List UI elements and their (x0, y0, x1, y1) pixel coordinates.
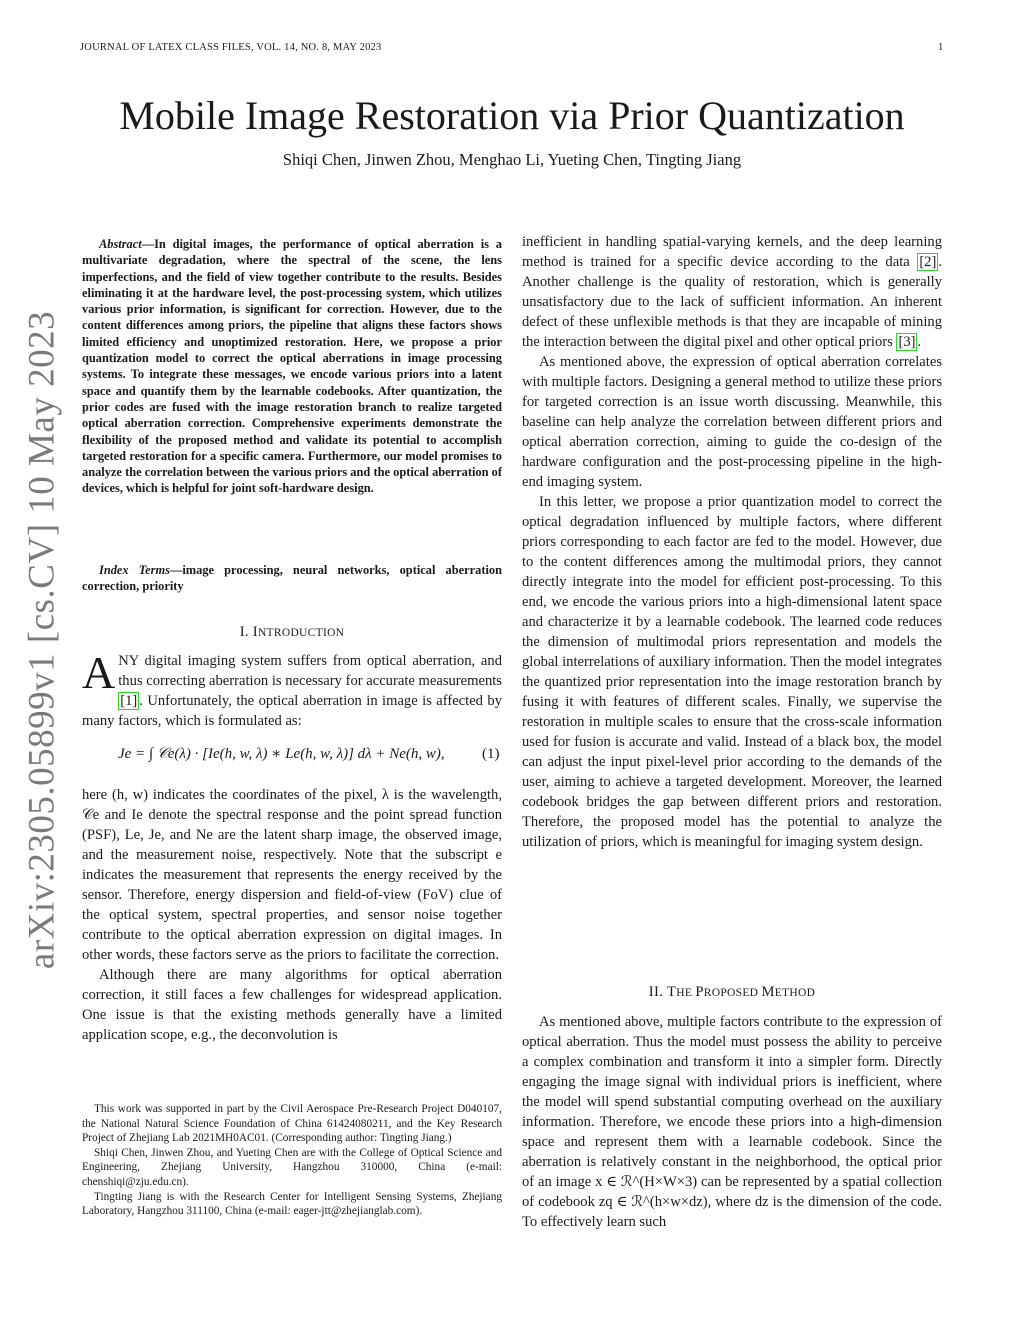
right-paragraph-2: As mentioned above, the expression of optical aberration correlates with multiple factors. Designing a general method to utilize these priors for targeted correction is an issue worth discussing. Meanwhile, this baseline can help analyze the correlation between different priors and optical aberration correction, aiming to guide the co-design of the hardware configuration and the post-processing pipeline in the high-end imaging system. (522, 354, 942, 490)
method-paragraph-text: As mentioned above, multiple factors contribute to the expression of optical aberration. Thus the model must possess the ability to perceive a complex combination and transform it into a simpler form. Directly engaging the image signal with individual priors is inefficient, where the model will spend substantial computing overhead on the auxiliary information. Therefore, we encode these priors into a high-dimension space and represent them with a learnable codebook. Since the aberration is relatively constant in the neighborhood, the optical prior of an image x ∈ ℛ^(H×W×3) can be represented by a spatial collection of codebook zq ∈ ℛ^(h×w×dz), where dz is the dimension of the code. To effectively learn such (522, 1014, 942, 1230)
index-terms-text: —image processing, neural networks, optical aberration correction, priority (82, 563, 502, 594)
section-title-rest: NTRODUCTION (257, 627, 345, 639)
section2-numeral: II. (648, 984, 664, 1000)
section2-roposed: ROPOSED (703, 987, 762, 999)
equation-1: Je = ∫ 𝒞e(λ) · [Ie(h, w, λ) ∗ Le(h, w, λ)] dλ + Ne(h, w), (118, 746, 445, 762)
citation-link-3[interactable]: [3] (898, 334, 916, 350)
footnote-affiliation-2: Tingting Jiang is with the Research Center for Intelligent Sensing Systems, Zhejiang Laboratory, Hangzhou 311100, China (e-mail: eager-jtt@zhejianglab.com). (82, 1190, 502, 1218)
section-heading-introduction (82, 624, 502, 641)
section2-m: M (761, 984, 775, 1000)
intro-text-a: NY digital imaging system suffers from optical aberration, and thus correcting aberration is necessary for accurate measurements (118, 653, 502, 689)
drop-cap: A (82, 647, 116, 698)
intro-paragraph-2-text: here (h, w) indicates the coordinates of the pixel, λ is the wavelength, 𝒞e and Ie denote the spectral response and the point spread function (PSF), Le, Je, and Ne are the latent sharp image, the observed image, and the measurement noise, respectively. Note that the subscript e indicates the measurement that represents the energy received by the sensor. Therefore, energy dispersion and field-of-view (FoV) clue of the optical system, spectral properties, and sensor noise together contribute to the optical aberration expression on digital images. In other words, these factors serve as the priors to facilitate the correction. (82, 787, 502, 963)
arxiv-stamp-text: arXiv:2305.05899v1 [cs.CV] 10 May 2023 (21, 310, 63, 970)
abstract-text: —In digital images, the performance of optical aberration is a multivariate degradation, where the spectral of the scene, the lens imperfections, and the field of view together contribute to the results. Besides eliminating it at the hardware level, the post-processing system, which utilizes various prior information, is significant for correction. However, due to the content differences among priors, the pipeline that aligns these factors shows limited efficiency and unoptimized restoration. Here, we propose a prior quantization model to correct the optical aberrations in image processing systems. To integrate these messages, we encode various priors into a latent space and quantify them by the learnable codebooks. After quantization, the prior codes are fused with the image restoration branch to realize targeted optical aberration correction. Comprehensive experiments demonstrate the flexibility of the proposed method and validate its potential to accomplish targeted restoration for a specific camera. Furthermore, our model promises to analyze the correlation between the various priors and the optical aberration of devices, which is helpful for joint soft-hardware design. (82, 237, 502, 496)
right-text-c: . (917, 334, 922, 350)
index-terms-label: Index Terms (99, 563, 170, 577)
section-title-initial: I (252, 624, 258, 640)
section-heading-proposed-method (522, 984, 942, 1001)
footnote-affiliation-1: Shiqi Chen, Jinwen Zhou, and Yueting Chen are with the College of Optical Science and Engineering, Zhejiang University, Hangzhou 310000, China (e-mail: chenshiqi@zju.edu.cn). (82, 1146, 502, 1188)
intro-paragraph-2 (82, 785, 502, 1045)
intro-paragraph-3-text: Although there are many algorithms for optical aberration correction, it still faces a few challenges for widespread application. One issue is that the existing methods generally have a limited application scope, e.g., the deconvolution is (82, 967, 502, 1043)
right-text-a: inefficient in handling spatial-varying kernels, and the deep learning method is trained for a specific device according to the data (522, 234, 942, 270)
index-terms (82, 562, 502, 595)
abstract-label: Abstract (99, 237, 142, 251)
right-text-b: . Another challenge is the quality of restoration, which is generally unsatisfactory due to the lack of sufficient information. An inherent defect of these unflexible methods is that they are incapable of mining the interaction between the digital pixel and other optical priors (522, 254, 942, 350)
equation-number: (1) (482, 746, 500, 762)
footnotes (82, 1102, 502, 1219)
section2-t: T (667, 984, 677, 1000)
section2-ethod: ETHOD (774, 987, 816, 999)
right-column-text (522, 232, 942, 852)
running-header: JOURNAL OF LATEX CLASS FILES, VOL. 14, NO. 8, MAY 2023 (80, 42, 382, 53)
citation-link-2[interactable]: [2] (919, 254, 937, 270)
section-numeral: I. (239, 624, 249, 640)
intro-paragraph-1 (82, 647, 502, 731)
abstract (82, 236, 502, 497)
page-number: 1 (938, 42, 944, 53)
section2-p: P (695, 984, 704, 1000)
footnote-funding: This work was supported in part by the Civil Aerospace Pre-Research Project D040107, the National Natural Science Foundation of China 61424080211, and the Key Research Project of Zhejiang Lab 2021MH0AC01. (Corresponding author: Tingting Jiang.) (82, 1103, 502, 1145)
right-paragraph-3: In this letter, we propose a prior quantization model to correct the optical degradation influenced by multiple factors, where different priors corresponding to each factor are fed to the model. However, due to the content differences among the multimodal priors, they cannot directly integrate into the model for efficient post-processing. To this end, we encode the various priors into a high-dimensional latent space and characterize it by a learnable codebook. The learned code reduces the dimension of multimodal priors representation and models the global interrelations of auxiliary information. Then the model integrates the quantized prior representation into the image restoration branch by fusing it with features of different scales. Finally, we supervise the restoration in multiple scales to ensure that the cross-scale information used for fusion is accurate and valid. Instead of a black box, the model can adjust the input pixel-level prior according to the demands of the user, aiming to achieve a targeted development. Moreover, the learned codebook bridges the gap between different priors and restoration. Therefore, the proposed model has the potential to analyze the utilization of priors, which is meaningful for imaging system design. (522, 494, 942, 850)
author-list: Shiqi Chen, Jinwen Zhou, Menghao Li, Yueting Chen, Tingting Jiang (282, 150, 742, 169)
method-paragraph (522, 1012, 942, 1232)
section2-he: HE (676, 987, 696, 999)
paper-title: Mobile Image Restoration via Prior Quantization (119, 93, 905, 138)
citation-link-1[interactable]: [1] (120, 693, 138, 709)
intro-text-b: . Unfortunately, the optical aberration in image is affected by many factors, which is formulated as: (82, 693, 502, 729)
